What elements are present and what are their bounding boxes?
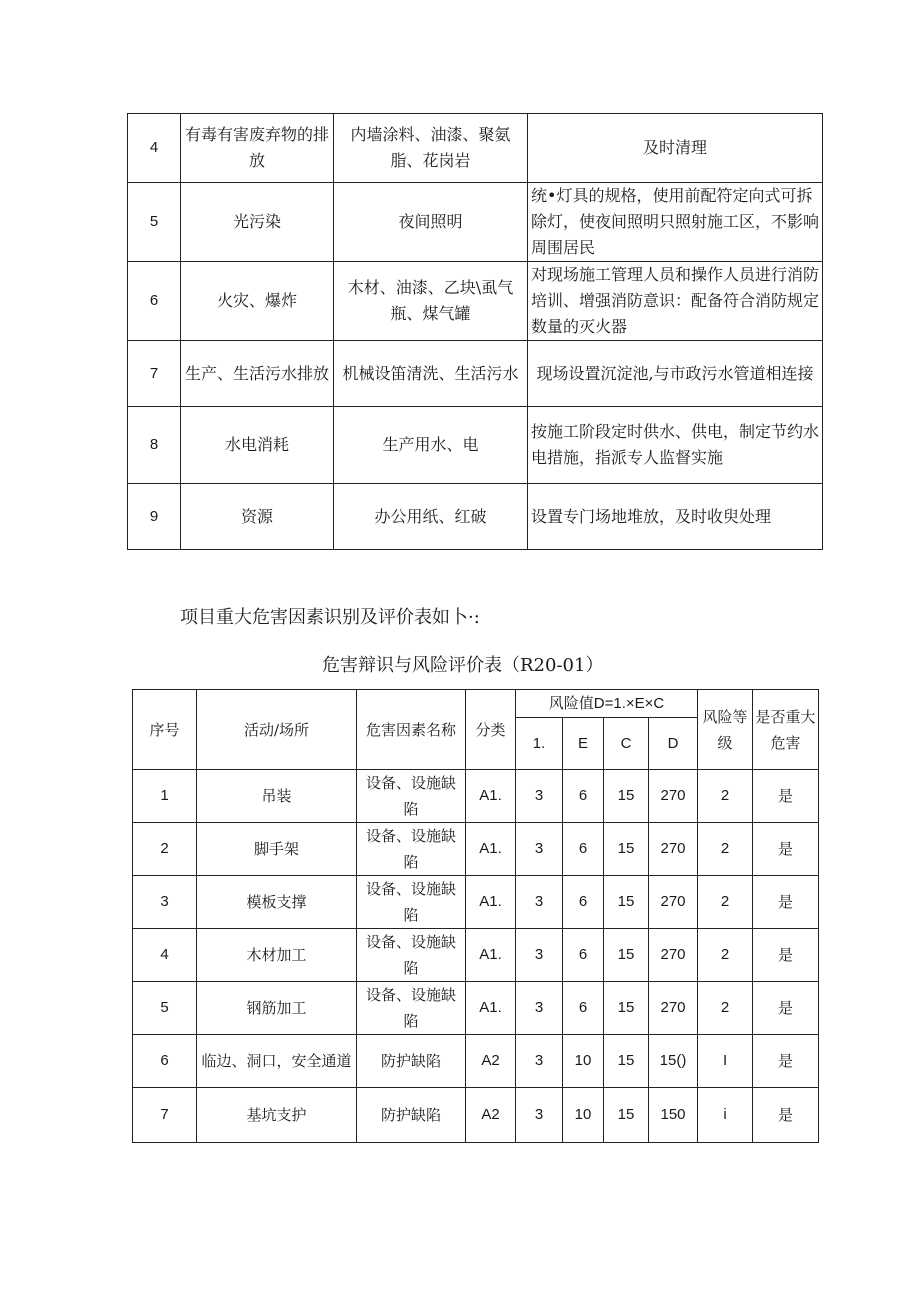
header-l: 1. [516, 718, 563, 770]
category: A2 [466, 1088, 516, 1143]
table-row [128, 114, 823, 183]
table-row [128, 262, 823, 341]
value-d: 270 [649, 929, 698, 982]
header-e: E [563, 718, 604, 770]
control-measure: 按施工阶段定时供水、供电，制定节约水电措施，指派专人监督实施 [528, 407, 823, 484]
activity: 模板支撑 [197, 876, 357, 929]
header-risk-level: 风险等级 [698, 690, 753, 770]
factor-name: 水电消耗 [181, 407, 334, 484]
risk-level: 2 [698, 876, 753, 929]
control-measure: 对现场施工管理人员和操作人员进行消防培训、增强消防意识：配备符合消防规定数量的灭火器 [528, 262, 823, 341]
header-category: 分类 [466, 690, 516, 770]
value-d: 150 [649, 1088, 698, 1143]
table-row [128, 407, 823, 484]
control-measure: 现场设置沉淀池,与市政污水管道相连接 [528, 341, 823, 407]
hazard-evaluation-table [132, 689, 819, 1143]
factor-name: 光污染 [181, 183, 334, 262]
value-c: 15 [604, 876, 649, 929]
hazard: 设备、设施缺陷 [357, 876, 466, 929]
value-e: 6 [563, 929, 604, 982]
value-e: 6 [563, 823, 604, 876]
value-c: 15 [604, 823, 649, 876]
major-hazard: 是 [753, 1088, 819, 1143]
header-no: 序号 [133, 690, 197, 770]
major-hazard: 是 [753, 823, 819, 876]
table-row [133, 823, 819, 876]
control-measure: 及时清理 [528, 114, 823, 183]
table-row [133, 1088, 819, 1143]
header-major-hazard: 是否重大危害 [753, 690, 819, 770]
category: A1. [466, 929, 516, 982]
factor-name: 资源 [181, 484, 334, 550]
table-row [133, 929, 819, 982]
value-e: 6 [563, 770, 604, 823]
value-e: 10 [563, 1035, 604, 1088]
major-hazard: 是 [753, 982, 819, 1035]
major-hazard: 是 [753, 1035, 819, 1088]
category: A1. [466, 823, 516, 876]
hazard-table-title: 危害辩识与风险评价表（R20-01） [322, 655, 604, 676]
risk-level: 2 [698, 982, 753, 1035]
value-d: 15() [649, 1035, 698, 1088]
value-e: 6 [563, 982, 604, 1035]
control-measure: 设置专门场地堆放，及时收臾处理 [528, 484, 823, 550]
value-c: 15 [604, 1035, 649, 1088]
major-hazard: 是 [753, 876, 819, 929]
value-d: 270 [649, 982, 698, 1035]
intro-paragraph: 项目重大危害因素识别及评价表如卜·: [180, 607, 480, 628]
row-number: 5 [133, 982, 197, 1035]
value-l: 3 [516, 982, 563, 1035]
factor-source: 夜间照明 [334, 183, 528, 262]
hazard: 设备、设施缺陷 [357, 982, 466, 1035]
row-number: 5 [128, 183, 181, 262]
risk-level: i [698, 1088, 753, 1143]
table-row [133, 770, 819, 823]
table-row [128, 183, 823, 262]
value-d: 270 [649, 876, 698, 929]
row-number: 4 [128, 114, 181, 183]
row-number: 4 [133, 929, 197, 982]
activity: 吊装 [197, 770, 357, 823]
hazard: 设备、设施缺陷 [357, 929, 466, 982]
hazard: 设备、设施缺陷 [357, 770, 466, 823]
row-number: 1 [133, 770, 197, 823]
header-c: C [604, 718, 649, 770]
risk-level: 2 [698, 929, 753, 982]
hazard: 设备、设施缺陷 [357, 823, 466, 876]
table-row [133, 1035, 819, 1088]
activity: 基坑支护 [197, 1088, 357, 1143]
header-risk-value: 风险值D=1.×E×C [516, 690, 698, 718]
factor-name: 有毒有害废弃物的排放 [181, 114, 334, 183]
header-d: D [649, 718, 698, 770]
category: A1. [466, 770, 516, 823]
row-number: 3 [133, 876, 197, 929]
category: A1. [466, 876, 516, 929]
factor-source: 木材、油漆、乙块\虱气瓶、煤气罐 [334, 262, 528, 341]
risk-level: 2 [698, 823, 753, 876]
table-row [133, 876, 819, 929]
activity: 钢筋加工 [197, 982, 357, 1035]
control-measure: 统•灯具的规格，使用前配符定向式可拆除灯，使夜间照明只照射施工区，不影响周围居民 [528, 183, 823, 262]
factor-source: 内墙涂料、油漆、聚氨脂、花岗岩 [334, 114, 528, 183]
row-number: 8 [128, 407, 181, 484]
value-c: 15 [604, 770, 649, 823]
table-row [133, 982, 819, 1035]
major-hazard: 是 [753, 770, 819, 823]
value-d: 270 [649, 770, 698, 823]
row-number: 7 [128, 341, 181, 407]
factor-name: 火灾、爆炸 [181, 262, 334, 341]
risk-level: 2 [698, 770, 753, 823]
value-c: 15 [604, 1088, 649, 1143]
activity: 临边、洞口，安全通道 [197, 1035, 357, 1088]
factor-name: 生产、生活污水排放 [181, 341, 334, 407]
factor-source: 机械设笛清洗、生活污水 [334, 341, 528, 407]
table-row [128, 341, 823, 407]
value-l: 3 [516, 770, 563, 823]
activity: 木材加工 [197, 929, 357, 982]
value-l: 3 [516, 929, 563, 982]
hazard: 防护缺陷 [357, 1035, 466, 1088]
header-row [133, 690, 819, 718]
category: A2 [466, 1035, 516, 1088]
value-l: 3 [516, 876, 563, 929]
factor-source: 办公用纸、红破 [334, 484, 528, 550]
factor-source: 生产用水、电 [334, 407, 528, 484]
category: A1. [466, 982, 516, 1035]
value-d: 270 [649, 823, 698, 876]
table-row [128, 484, 823, 550]
value-e: 6 [563, 876, 604, 929]
environment-factor-table [127, 113, 823, 550]
row-number: 6 [128, 262, 181, 341]
risk-level: I [698, 1035, 753, 1088]
header-hazard: 危害因素名称 [357, 690, 466, 770]
value-l: 3 [516, 1088, 563, 1143]
value-c: 15 [604, 982, 649, 1035]
value-e: 10 [563, 1088, 604, 1143]
row-number: 7 [133, 1088, 197, 1143]
hazard: 防护缺陷 [357, 1088, 466, 1143]
row-number: 9 [128, 484, 181, 550]
activity: 脚手架 [197, 823, 357, 876]
header-activity: 活动/场所 [197, 690, 357, 770]
value-l: 3 [516, 1035, 563, 1088]
row-number: 2 [133, 823, 197, 876]
row-number: 6 [133, 1035, 197, 1088]
value-c: 15 [604, 929, 649, 982]
major-hazard: 是 [753, 929, 819, 982]
value-l: 3 [516, 823, 563, 876]
